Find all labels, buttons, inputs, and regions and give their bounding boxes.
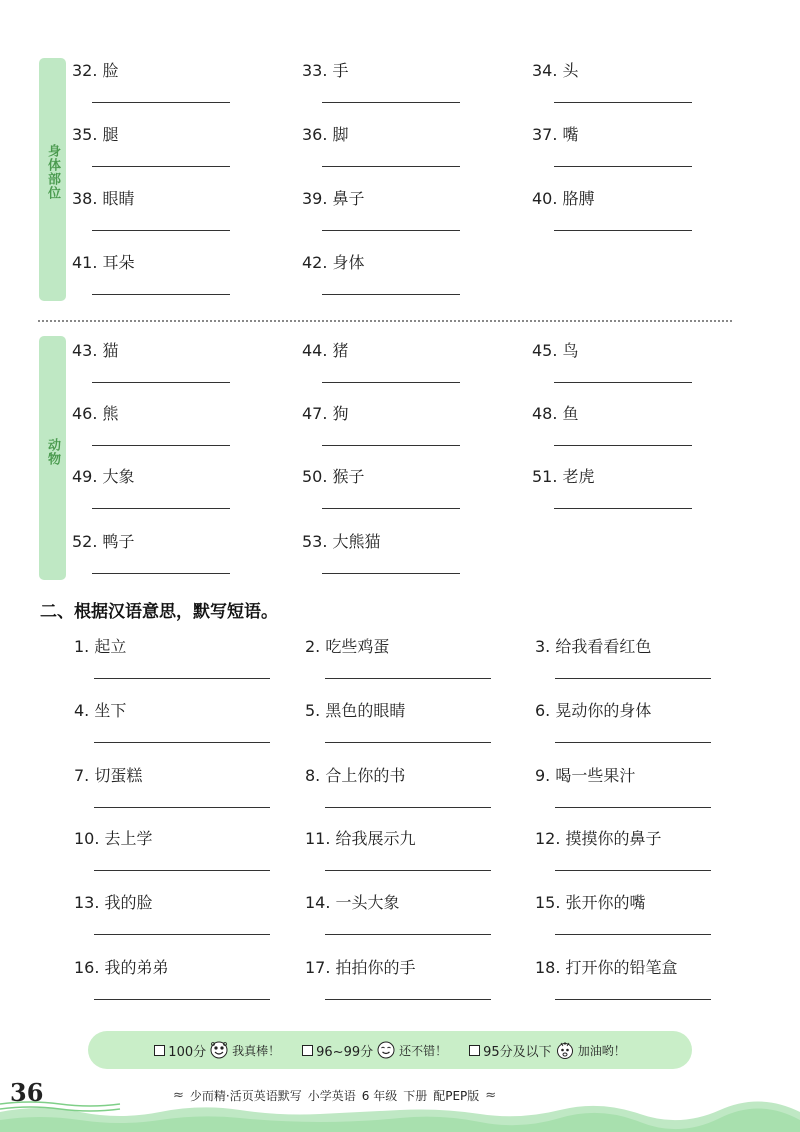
phrase-label: 1. 起立: [74, 637, 127, 656]
answer-line[interactable]: [92, 230, 230, 231]
vocab-item: [302, 529, 502, 589]
phrase-label: 16. 我的弟弟: [74, 958, 169, 977]
phrase-item: [74, 634, 274, 694]
vocab-label: 42. 身体: [302, 253, 365, 272]
phrase-label: 8. 合上你的书: [305, 766, 406, 785]
vocab-label: 38. 眼睛: [72, 189, 135, 208]
answer-line[interactable]: [94, 870, 270, 871]
phrase-item: [305, 890, 505, 950]
vocab-item: [72, 464, 272, 524]
phrase-item: [305, 826, 505, 886]
vocab-item: [532, 464, 732, 524]
answer-line[interactable]: [92, 445, 230, 446]
answer-line[interactable]: [94, 999, 270, 1000]
phrase-label: 10. 去上学: [74, 829, 153, 848]
vocab-item: [302, 122, 502, 182]
score-range: 100分: [168, 1044, 207, 1060]
vocab-item: [532, 401, 732, 461]
phrase-item: [74, 763, 274, 823]
phrase-item: [305, 634, 505, 694]
score-option-100: [154, 1040, 280, 1060]
wave-icon: ≈: [173, 1088, 184, 1103]
answer-line[interactable]: [92, 102, 230, 103]
answer-line[interactable]: [554, 382, 692, 383]
score-checkbox[interactable]: [302, 1045, 313, 1056]
answer-line[interactable]: [325, 678, 491, 679]
phrase-label: 13. 我的脸: [74, 893, 153, 912]
answer-line[interactable]: [325, 807, 491, 808]
phrase-label: 15. 张开你的嘴: [535, 893, 646, 912]
wave-icon: ≈: [485, 1088, 497, 1103]
answer-line[interactable]: [325, 742, 491, 743]
answer-line[interactable]: [322, 230, 460, 231]
vocab-label: 45. 鸟: [532, 341, 579, 360]
vocab-item: [532, 58, 732, 118]
answer-line[interactable]: [92, 508, 230, 509]
phrase-item: [305, 698, 505, 758]
phrase-label: 11. 给我展示九: [305, 829, 416, 848]
phrase-label: 9. 喝一些果汁: [535, 766, 636, 785]
answer-line[interactable]: [322, 445, 460, 446]
score-range: 96~99分: [316, 1044, 374, 1060]
body-parts-tab: [39, 58, 66, 301]
vocab-label: 50. 猴子: [302, 467, 365, 486]
vocab-label: 47. 狗: [302, 404, 349, 423]
section-2-title: 二、根据汉语意思，默写短语。: [40, 602, 278, 622]
phrase-item: [305, 955, 505, 1015]
animals-tab-label: 动物: [45, 438, 60, 466]
vocab-label: 51. 老虎: [532, 467, 595, 486]
vocab-label: 40. 胳膊: [532, 189, 595, 208]
vocab-label: 35. 腿: [72, 125, 119, 144]
answer-line[interactable]: [322, 166, 460, 167]
phrase-item: [535, 890, 735, 950]
footer-series: 少而精·活页英语默写: [189, 1089, 302, 1103]
vocab-label: 48. 鱼: [532, 404, 579, 423]
phrase-label: 3. 给我看看红色: [535, 637, 652, 656]
score-option-95-below: [469, 1040, 626, 1060]
vocab-item: [72, 250, 272, 310]
score-option-96-99: [302, 1040, 447, 1060]
smile-face-icon: [376, 1040, 396, 1060]
happy-face-icon: [209, 1040, 229, 1060]
vocab-label: 34. 头: [532, 61, 579, 80]
answer-line[interactable]: [322, 508, 460, 509]
phrase-label: 5. 黑色的眼睛: [305, 701, 406, 720]
phrase-label: 14. 一头大象: [305, 893, 400, 912]
phrase-label: 6. 晃动你的身体: [535, 701, 652, 720]
phrase-item: [74, 890, 274, 950]
answer-line[interactable]: [322, 382, 460, 383]
vocab-item: [532, 122, 732, 182]
answer-line[interactable]: [554, 445, 692, 446]
vocab-item: [72, 401, 272, 461]
answer-line[interactable]: [554, 102, 692, 103]
score-checkbox[interactable]: [154, 1045, 165, 1056]
vocab-item: [72, 338, 272, 398]
footer-term: 下册: [403, 1089, 428, 1103]
vocab-item: [532, 338, 732, 398]
vocab-item: [302, 186, 502, 246]
answer-line[interactable]: [92, 166, 230, 167]
phrase-label: 12. 摸摸你的鼻子: [535, 829, 662, 848]
score-comment: 还不错！: [399, 1043, 448, 1058]
answer-line[interactable]: [92, 573, 230, 574]
vocab-label: 53. 大熊猫: [302, 532, 381, 551]
footer-grade: 6 年级: [361, 1089, 398, 1103]
body-parts-tab-label: 身体部位: [45, 144, 60, 200]
vocab-item: [302, 464, 502, 524]
vocab-label: 37. 嘴: [532, 125, 579, 144]
vocab-item: [302, 401, 502, 461]
phrase-item: [74, 698, 274, 758]
answer-line[interactable]: [94, 807, 270, 808]
vocab-label: 36. 脚: [302, 125, 349, 144]
cheer-face-icon: [555, 1040, 575, 1060]
answer-line[interactable]: [322, 102, 460, 103]
phrase-item: [535, 763, 735, 823]
section-divider: [38, 320, 732, 322]
answer-line[interactable]: [322, 573, 460, 574]
score-comment: 我真棒！: [232, 1043, 281, 1058]
vocab-label: 39. 鼻子: [302, 189, 365, 208]
answer-line[interactable]: [555, 999, 711, 1000]
footer-edition: 配PEP版: [433, 1089, 480, 1103]
footer-info: [173, 1087, 496, 1104]
phrase-item: [535, 634, 735, 694]
footer-subject: 小学英语: [307, 1089, 356, 1103]
animals-tab: [39, 336, 66, 580]
answer-line[interactable]: [555, 807, 711, 808]
vocab-item: [72, 58, 272, 118]
vocab-label: 49. 大象: [72, 467, 135, 486]
answer-line[interactable]: [325, 870, 491, 871]
vocab-item: [302, 338, 502, 398]
vocab-item: [72, 529, 272, 589]
answer-line[interactable]: [555, 934, 711, 935]
vocab-item: [72, 186, 272, 246]
phrase-item: [74, 826, 274, 886]
vocab-item: [72, 122, 272, 182]
phrase-item: [305, 763, 505, 823]
vocab-label: 43. 猫: [72, 341, 119, 360]
answer-line[interactable]: [555, 870, 711, 871]
vocab-label: 52. 鸭子: [72, 532, 135, 551]
phrase-label: 17. 拍拍你的手: [305, 958, 416, 977]
phrase-label: 4. 坐下: [74, 701, 127, 720]
answer-line[interactable]: [554, 166, 692, 167]
vocab-label: 44. 猪: [302, 341, 349, 360]
phrase-item: [74, 955, 274, 1015]
answer-line[interactable]: [554, 230, 692, 231]
vocab-item: [302, 58, 502, 118]
phrase-label: 7. 切蛋糕: [74, 766, 143, 785]
phrase-label: 18. 打开你的铅笔盒: [535, 958, 678, 977]
vocab-item: [302, 250, 502, 310]
answer-line[interactable]: [555, 678, 711, 679]
answer-line[interactable]: [92, 382, 230, 383]
phrase-item: [535, 698, 735, 758]
answer-line[interactable]: [94, 934, 270, 935]
page-number: 36: [10, 1078, 44, 1107]
answer-line[interactable]: [322, 294, 460, 295]
answer-line[interactable]: [554, 508, 692, 509]
vocab-item: [532, 186, 732, 246]
score-range: 95分及以下: [483, 1044, 552, 1060]
answer-line[interactable]: [555, 742, 711, 743]
answer-line[interactable]: [92, 294, 230, 295]
phrase-label: 2. 吃些鸡蛋: [305, 637, 390, 656]
score-checkbox[interactable]: [469, 1045, 480, 1056]
vocab-label: 32. 脸: [72, 61, 119, 80]
vocab-label: 46. 熊: [72, 404, 119, 423]
score-comment: 加油哟！: [577, 1043, 626, 1058]
phrase-item: [535, 955, 735, 1015]
answer-line[interactable]: [94, 742, 270, 743]
score-bar: [88, 1031, 692, 1069]
answer-line[interactable]: [325, 999, 491, 1000]
answer-line[interactable]: [94, 678, 270, 679]
vocab-label: 33. 手: [302, 61, 349, 80]
vocab-label: 41. 耳朵: [72, 253, 135, 272]
phrase-item: [535, 826, 735, 886]
answer-line[interactable]: [325, 934, 491, 935]
